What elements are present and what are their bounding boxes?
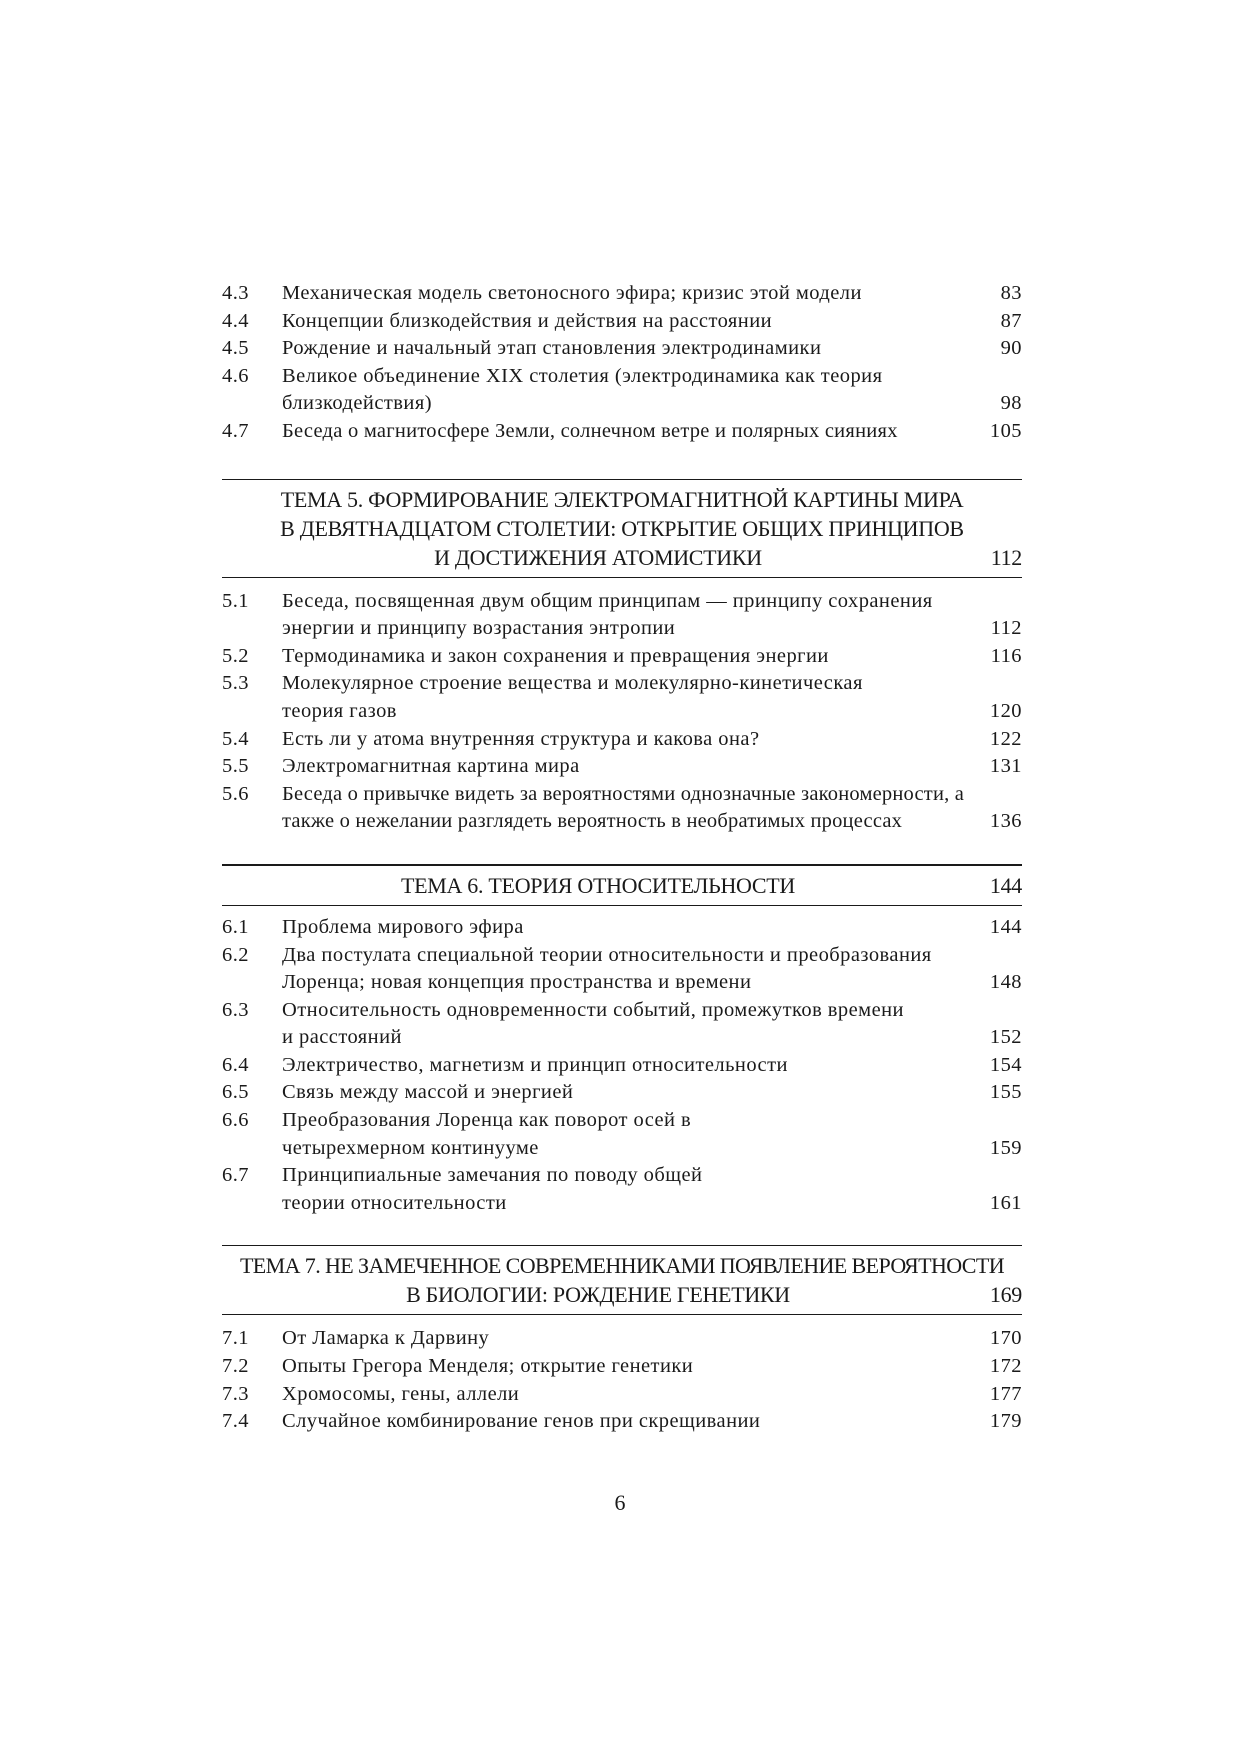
- entry-page: 154: [989, 1053, 1022, 1076]
- theme-title-line: В ДЕВЯТНАДЦАТОМ СТОЛЕТИИ: ОТКРЫТИЕ ОБЩИХ ПРИНЦИПОВ: [280, 515, 964, 541]
- entry-title: Относительность одновременности событий, промежутков времени и расстояний: [282, 998, 904, 1049]
- entry-title: Электричество, магнетизм и принцип относительности: [282, 1053, 788, 1076]
- entry-number: 4.6: [222, 364, 249, 387]
- entry-number: 7.1: [222, 1327, 249, 1350]
- entry-page: 159: [989, 1136, 1022, 1159]
- entry-title: Беседа о магнитосфере Земли, солнечном ветре и полярных сияниях: [282, 419, 898, 442]
- entry-page: 120: [989, 699, 1022, 722]
- theme-title-line: И ДОСТИЖЕНИЯ АТОМИСТИКИ: [434, 544, 762, 570]
- entry-title: Беседа, посвященная двум общим принципам — принципу сохранения энергии и принципу возрастания энтропии: [282, 589, 933, 640]
- entry-page: 152: [989, 1026, 1022, 1049]
- entry-number: 4.3: [222, 282, 249, 304]
- toc-entry[interactable]: [222, 1353, 1022, 1381]
- toc-entry[interactable]: [222, 1052, 1022, 1080]
- toc-entry[interactable]: [222, 1079, 1022, 1107]
- entry-page: 161: [989, 1191, 1022, 1214]
- entry-title: Преобразования Лоренца как поворот осей в четырехмерном континууме: [282, 1109, 692, 1159]
- theme-title-line: ТЕМА 5. ФОРМИРОВАНИЕ ЭЛЕКТРОМАГНИТНОЙ КАРТИНЫ МИРА: [280, 486, 964, 512]
- entry-page: 87: [1000, 309, 1022, 332]
- table-of-contents: [222, 280, 1022, 1436]
- toc-entry[interactable]: [222, 997, 1022, 1052]
- entry-number: 6.3: [222, 998, 249, 1021]
- theme-title-line: ТЕМА 6. ТЕОРИЯ ОТНОСИТЕЛЬНОСТИ: [400, 872, 795, 898]
- entry-number: 4.7: [222, 419, 249, 442]
- theme-page: 144: [989, 872, 1022, 898]
- entry-number: 6.1: [222, 915, 249, 938]
- toc-entry[interactable]: [222, 753, 1022, 781]
- toc-entry[interactable]: [222, 280, 1022, 308]
- section-7-entries: [222, 1325, 1022, 1435]
- entry-number: 6.6: [222, 1109, 249, 1132]
- entry-page: 105: [989, 419, 1022, 442]
- entry-number: 5.1: [222, 589, 249, 612]
- entry-number: 5.2: [222, 644, 249, 667]
- entry-title: Концепции близкодействия и действия на расстоянии: [282, 309, 773, 332]
- entry-title: Великое объединение XIX столетия (электродинамика как теория близкодействия): [282, 364, 883, 415]
- entry-number: 5.3: [222, 672, 249, 695]
- entry-number: 6.7: [222, 1164, 249, 1187]
- entry-number: 6.4: [222, 1053, 249, 1076]
- entry-page: 122: [989, 727, 1022, 750]
- toc-entry[interactable]: [222, 1408, 1022, 1436]
- entry-title: Хромосомы, гены, аллели: [282, 1382, 520, 1405]
- entry-number: 5.5: [222, 755, 249, 778]
- toc-entry[interactable]: [222, 418, 1022, 446]
- entry-page: 90: [1000, 337, 1022, 360]
- entry-title: Проблема мирового эфира: [282, 915, 524, 938]
- entry-page: 116: [990, 644, 1022, 667]
- toc-entry[interactable]: [222, 726, 1022, 754]
- toc-entry[interactable]: [222, 643, 1022, 671]
- section-5-entries: [222, 588, 1022, 836]
- entry-page: 131: [989, 755, 1022, 778]
- entry-page: 136: [989, 810, 1022, 833]
- entry-number: 7.2: [222, 1355, 249, 1378]
- theme-5-heading[interactable]: [222, 479, 1022, 578]
- toc-entry[interactable]: [222, 1325, 1022, 1353]
- entry-title: Принципиальные замечания по поводу общей теории относительности: [282, 1164, 703, 1214]
- entry-page: 179: [989, 1410, 1022, 1433]
- entry-page: 112: [990, 617, 1022, 640]
- toc-entry[interactable]: [222, 363, 1022, 418]
- toc-entry[interactable]: [222, 308, 1022, 336]
- theme-title-line: ТЕМА 7. НЕ ЗАМЕЧЕННОЕ СОВРЕМЕННИКАМИ ПОЯВЛЕНИЕ ВЕРОЯТНОСТИ: [239, 1253, 1005, 1279]
- entry-title: Механическая модель светоносного эфира; кризис этой модели: [282, 282, 862, 304]
- entry-number: 7.3: [222, 1382, 249, 1405]
- entry-title: Два постулата специальной теории относительности и преобразования Лоренца; новая концепция пространства и времени: [282, 943, 932, 994]
- entry-title: Термодинамика и закон сохранения и превращения энергии: [282, 644, 829, 667]
- entry-title: Есть ли у атома внутренняя структура и какова она?: [282, 727, 760, 750]
- toc-entry[interactable]: [222, 781, 1022, 836]
- entry-page: 144: [989, 915, 1022, 938]
- entry-title: Беседа о привычке видеть за вероятностями однозначные закономерности, а также о нежелании разглядеть вероятность в необратимых процессах: [282, 782, 965, 833]
- toc-entry[interactable]: [222, 942, 1022, 997]
- theme-7-heading[interactable]: [222, 1245, 1022, 1315]
- toc-entry[interactable]: [222, 588, 1022, 643]
- entry-number: 5.4: [222, 727, 249, 750]
- theme-page: 169: [989, 1282, 1022, 1308]
- entry-page: 83: [1000, 282, 1022, 304]
- entry-page: 148: [989, 971, 1022, 994]
- theme-title-line: В БИОЛОГИИ: РОЖДЕНИЕ ГЕНЕТИКИ: [406, 1282, 790, 1308]
- toc-entry[interactable]: [222, 914, 1022, 942]
- entry-title: Опыты Грегора Менделя; открытие генетики: [282, 1355, 694, 1378]
- section-6-entries: [222, 914, 1022, 1218]
- entry-title: Рождение и начальный этап становления электродинамики: [282, 337, 822, 360]
- entry-title: Электромагнитная картина мира: [282, 755, 580, 778]
- entry-number: 4.5: [222, 337, 249, 360]
- entry-page: 98: [1000, 392, 1022, 415]
- toc-entry[interactable]: [222, 1381, 1022, 1409]
- theme-page: 112: [990, 544, 1022, 570]
- theme-6-heading[interactable]: [222, 864, 1022, 906]
- toc-entry[interactable]: [222, 670, 1022, 725]
- entry-number: 5.6: [222, 782, 249, 805]
- page-number: 6: [614, 1490, 626, 1515]
- toc-entry[interactable]: [222, 1162, 1022, 1217]
- entry-title: Случайное комбинирование генов при скрещивании: [282, 1410, 761, 1433]
- entry-number: 7.4: [222, 1410, 249, 1433]
- toc-entry[interactable]: [222, 335, 1022, 363]
- entry-number: 4.4: [222, 309, 249, 332]
- entry-number: 6.2: [222, 943, 249, 966]
- entry-page: 177: [989, 1382, 1022, 1405]
- entry-title: От Ламарка к Дарвину: [282, 1327, 490, 1350]
- section-4-entries: [222, 280, 1022, 446]
- entry-page: 170: [989, 1327, 1022, 1350]
- entry-number: 6.5: [222, 1081, 249, 1104]
- entry-page: 155: [989, 1081, 1022, 1104]
- entry-page: 172: [989, 1355, 1022, 1378]
- entry-title: Молекулярное строение вещества и молекулярно-кинетическая теория газов: [282, 672, 863, 722]
- entry-title: Связь между массой и энергией: [282, 1081, 574, 1104]
- toc-entry[interactable]: [222, 1107, 1022, 1162]
